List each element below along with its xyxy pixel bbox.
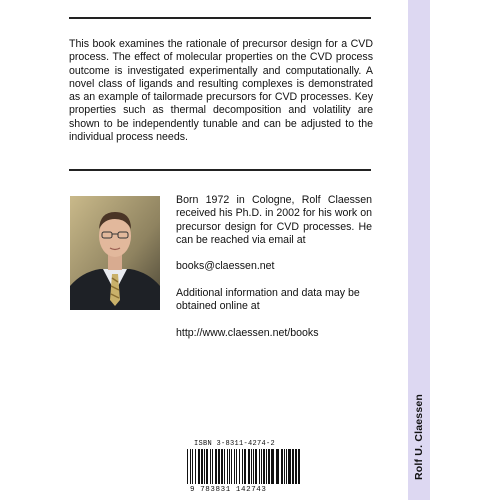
barcode-bar [286, 449, 287, 484]
barcode-bar [255, 449, 257, 484]
barcode-bar [227, 449, 228, 484]
barcode-bar [242, 449, 243, 484]
barcode-bar [292, 449, 294, 484]
top-rule [69, 17, 371, 19]
barcode-bar [201, 449, 203, 484]
barcode-bar [276, 449, 279, 484]
barcode-bar [190, 449, 191, 484]
barcode-bar [221, 449, 223, 484]
barcode-bar [204, 449, 205, 484]
barcode-bar [288, 449, 291, 484]
author-bio [176, 194, 372, 340]
author-url: http://www.claessen.net/books [176, 326, 319, 339]
ean-digits: 9 783831 142743 [190, 486, 267, 494]
barcode-bar [231, 449, 232, 484]
barcode-bar [236, 449, 237, 484]
barcode-bar [224, 449, 225, 484]
barcode-bar [218, 449, 220, 484]
barcode-bar [266, 449, 267, 484]
book-description: This book examines the rationale of precursor design for a CVD process. The effect of molecular properties on the CVD process outcome is investigated experimentally and computationally. A novel class of ligands and resulting complexes is demonstrated as an example of tailormade precursors for CVD processes. Key properties such as thermal decomposition and volatility are shown to be independently tunable and can be adjusted to the individual process needs. [69, 38, 373, 144]
barcode-bar [284, 449, 285, 484]
barcode-bar [263, 449, 265, 484]
author-photo [70, 196, 160, 310]
middle-rule [69, 169, 371, 171]
barcode-bar [206, 449, 208, 484]
barcode-bar [210, 449, 211, 484]
barcode-bar [192, 449, 193, 484]
barcode-bar [215, 449, 217, 484]
additional-info: Additional information and data may be obtained online at [176, 287, 360, 313]
author-portrait-image [70, 196, 160, 310]
spine-author-name: Rolf U. Claessen [413, 393, 425, 481]
barcode-bar [253, 449, 254, 484]
author-email: books@claessen.net [176, 260, 275, 273]
barcode-bar [251, 449, 252, 484]
barcode-bar [295, 449, 297, 484]
barcode-bar [259, 449, 260, 484]
barcode-bar [239, 449, 240, 484]
author-intro: Born 1972 in Cologne, Rolf Claessen received his Ph.D. in 2002 for his work on precursor design for CVD processes. He can be reached via email at [176, 194, 372, 246]
barcode-bar [298, 449, 300, 484]
barcode-bar [268, 449, 270, 484]
barcode-bar [229, 449, 230, 484]
barcode-bar [234, 449, 235, 484]
barcode-bar [261, 449, 262, 484]
barcode-bar [187, 449, 188, 484]
barcode-bar [198, 449, 200, 484]
barcode-bar [271, 449, 274, 484]
barcode-bar [244, 449, 246, 484]
barcode-bar [212, 449, 213, 484]
barcode-bar [281, 449, 283, 484]
isbn-label: ISBN 3-8311-4274-2 [194, 440, 276, 448]
barcode-bar [248, 449, 250, 484]
barcode-bar [195, 449, 196, 484]
